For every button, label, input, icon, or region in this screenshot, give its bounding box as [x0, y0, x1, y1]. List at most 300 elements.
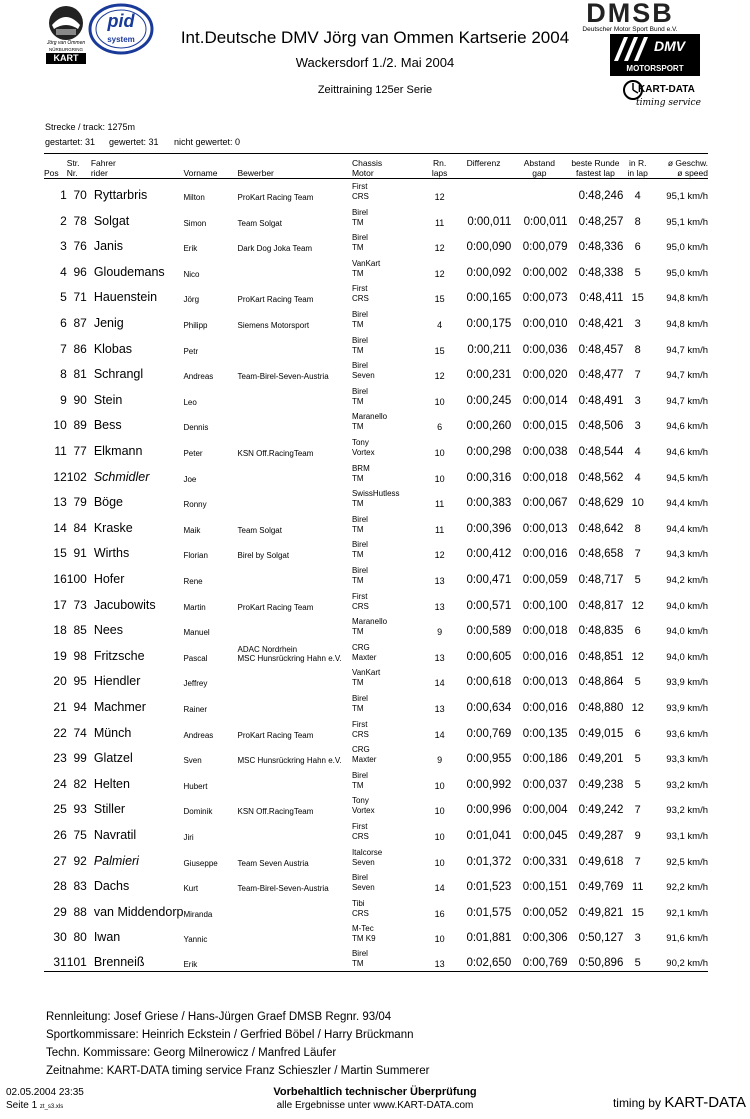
cell-speed: 93,1 km/h	[666, 830, 708, 842]
motor-name: CRS	[351, 294, 369, 304]
cell-diff: 0:00,996	[466, 804, 512, 817]
cell-entrant: Birel by Solgat	[237, 551, 290, 561]
cell-entrant: ProKart Racing Team	[237, 295, 314, 305]
cell-chassis	[352, 793, 423, 819]
cell-nr: 93	[73, 802, 87, 817]
cell-entrant	[238, 690, 352, 716]
chassis-name: Birel	[351, 770, 368, 780]
chassis-name: Birel	[351, 361, 368, 371]
cell-nr: 80	[73, 930, 87, 945]
cell-inlap: 7	[634, 369, 641, 382]
cell-gap: 0:00,045	[522, 829, 568, 842]
cell-nr: 71	[73, 290, 87, 305]
cell-first: Ronny	[183, 500, 207, 510]
cell-speed: 90,2 km/h	[652, 946, 708, 972]
cell-entrant	[238, 562, 352, 588]
cell-entrant	[238, 332, 352, 358]
cell-nr: 81	[73, 367, 87, 382]
cell-entrant	[238, 639, 352, 665]
cell-best: 0:49,287	[578, 829, 624, 842]
cell-pos: 31	[44, 946, 67, 972]
cell-gap: 0:00,010	[522, 318, 568, 331]
cell-rider: Gloudemans	[93, 264, 165, 279]
cell-pos: 15	[53, 546, 67, 561]
motor-name: CRS	[351, 908, 369, 918]
cell-nr: 99	[73, 751, 87, 766]
cell-inlap: 8	[634, 522, 641, 535]
col-best-lap: beste Runde fastest lap	[568, 154, 624, 179]
table-row	[44, 562, 708, 588]
cell-inlap: 15	[631, 906, 644, 919]
table-row	[44, 434, 708, 460]
cell-first: Yannic	[183, 935, 208, 945]
cell-entrant	[238, 665, 352, 691]
technical-commissioners: Techn. Kommissare: Georg Milnerowicz / Manfred Läufer	[46, 1047, 337, 1059]
cell-speed: 95,1 km/h	[666, 191, 708, 203]
cell-diff: 0:01,041	[466, 829, 512, 842]
cell-laps: 10	[434, 806, 445, 817]
cell-best: 0:48,642	[578, 522, 624, 535]
cell-gap: 0:00,016	[522, 548, 568, 561]
table-row	[44, 639, 708, 665]
cell-diff: 0:00,211	[467, 343, 512, 356]
cell-speed: 94,2 km/h	[666, 575, 708, 586]
cell-chassis	[352, 562, 423, 588]
cell-pos: 18	[53, 623, 67, 638]
cell-gap: 0:00,018	[522, 625, 568, 638]
cell-chassis	[352, 511, 423, 537]
kart-logo-bottom-text: KART	[46, 53, 86, 64]
chassis-name: VanKart	[351, 668, 381, 678]
cell-speed: 91,6 km/h	[666, 933, 708, 945]
cell-entrant	[238, 486, 352, 512]
cell-laps: 11	[434, 217, 445, 228]
cell-diff: 0:01,575	[466, 906, 512, 919]
table-row	[44, 818, 708, 844]
motor-name: TM	[351, 550, 364, 560]
cell-chassis	[352, 690, 423, 716]
cell-diff: 0:00,769	[466, 727, 512, 740]
cell-pos: 22	[53, 725, 67, 740]
chassis-name: Birel	[351, 386, 368, 396]
cell-pos: 2	[60, 213, 67, 228]
chassis-name: Tony	[351, 796, 369, 806]
cell-laps: 14	[434, 729, 445, 740]
cell-rider: Klobas	[93, 341, 133, 356]
cell-inlap: 7	[634, 804, 641, 817]
table-row	[44, 665, 708, 691]
dmsb-logo-text: DMSB	[586, 0, 674, 28]
cell-nr: 70	[73, 188, 87, 203]
cell-diff: 0:00,092	[466, 266, 512, 279]
cell-rider: Münch	[93, 725, 132, 740]
motor-name: Maxter	[351, 755, 377, 765]
col-laps: Rn. laps	[423, 154, 455, 179]
cell-speed: 95,0 km/h	[666, 267, 708, 279]
cell-gap: 0:00,018	[522, 471, 568, 484]
cell-nr: 83	[73, 879, 87, 894]
cell-chassis	[352, 204, 423, 230]
cell-inlap: 4	[634, 471, 641, 484]
cell-chassis	[352, 895, 423, 921]
kart-logo-mid-text: NÜRBURGRING	[48, 47, 83, 52]
cell-best: 0:48,477	[578, 369, 624, 382]
cell-chassis	[352, 306, 423, 332]
table-row	[44, 921, 708, 947]
cell-pos: 21	[53, 699, 67, 714]
cell-diff: 0:00,165	[466, 292, 512, 305]
cell-pos: 7	[60, 341, 67, 356]
cell-rider: Nees	[93, 623, 123, 638]
motor-name: TM	[351, 473, 364, 483]
chassis-name: Birel	[351, 566, 368, 575]
cell-first: Pascal	[183, 653, 208, 663]
cell-nr: 76	[73, 239, 87, 254]
cell-speed: 92,2 km/h	[666, 882, 708, 894]
cell-best: 0:48,257	[578, 215, 624, 228]
cell-diff: 0:00,396	[466, 522, 512, 535]
cell-inlap: 15	[631, 292, 644, 305]
cell-chassis	[352, 230, 423, 256]
cell-gap: 0:00,020	[522, 369, 568, 382]
cell-chassis	[352, 767, 423, 793]
cell-best: 0:48,411	[579, 292, 624, 305]
kart-data-logo-text: KART-DATA	[638, 84, 695, 95]
cell-gap	[511, 179, 567, 205]
table-row	[44, 588, 708, 614]
cell-speed: 94,0 km/h	[666, 600, 708, 612]
cell-pos: 17	[53, 597, 67, 612]
cell-best: 0:49,238	[578, 778, 624, 791]
chassis-name: Birel	[351, 207, 368, 217]
entrant-line-1: ADAC Nordrhein	[237, 644, 298, 654]
motor-name: TM	[351, 499, 364, 509]
cell-first: Jeffrey	[183, 679, 208, 689]
cell-pos: 9	[60, 392, 67, 407]
motor-name: TM	[351, 703, 364, 713]
cell-best: 0:48,506	[578, 420, 624, 433]
cell-best: 0:48,864	[578, 676, 624, 689]
cell-first: Maik	[183, 525, 201, 535]
cell-best: 0:48,491	[578, 394, 624, 407]
cell-rider: Palmieri	[93, 853, 139, 868]
cell-best: 0:50,896	[568, 946, 624, 972]
cell-first: Manuel	[183, 628, 210, 638]
chassis-name: First	[351, 591, 368, 601]
cell-laps: 13	[434, 703, 445, 714]
cell-speed: 94,6 km/h	[666, 421, 708, 433]
cell-speed: 92,5 km/h	[666, 856, 708, 868]
table-row	[44, 870, 708, 896]
cell-inlap: 3	[634, 932, 641, 945]
results-body	[44, 179, 708, 972]
cell-gap: 0:00,135	[522, 727, 568, 740]
cell-entrant: Team Solgat	[237, 525, 282, 535]
motor-name: TM	[351, 320, 364, 330]
cell-diff: 0:00,471	[466, 574, 512, 586]
cell-speed: 93,9 km/h	[666, 677, 708, 689]
race-direction: Rennleitung: Josef Griese / Hans-Jürgen Graef DMSB Regnr. 93/04	[46, 1011, 392, 1023]
cell-diff: 0:00,618	[466, 676, 512, 689]
cell-laps: 11	[434, 499, 445, 510]
table-row	[44, 306, 708, 332]
cell-best: 0:48,336	[578, 241, 624, 254]
cell-inlap: 7	[634, 548, 641, 561]
cell-rider: Elkmann	[93, 444, 143, 459]
cell-best: 0:49,242	[578, 804, 624, 817]
cell-nr: 85	[73, 623, 87, 638]
col-speed: ø Geschw. ø speed	[652, 154, 708, 179]
cell-nr: 95	[73, 674, 87, 689]
cell-first: Petr	[183, 346, 199, 356]
cell-speed: 93,3 km/h	[666, 754, 708, 766]
cell-laps: 4	[437, 320, 443, 331]
cell-diff: 0:00,571	[466, 599, 512, 612]
cell-chassis	[352, 665, 423, 691]
cell-entrant: Team-Birel-Seven-Austria	[237, 372, 329, 382]
cell-pos: 16	[53, 572, 67, 586]
chassis-name: First	[351, 821, 368, 831]
table-row	[44, 179, 708, 205]
cell-nr: 102	[66, 469, 87, 484]
file-name: zt_s3.xls	[39, 1104, 64, 1110]
cell-entrant: Team Seven Austria	[237, 858, 309, 868]
cell-laps: 13	[434, 576, 445, 586]
cell-diff: 0:01,523	[466, 881, 512, 894]
cell-inlap: 5	[634, 574, 641, 586]
cell-gap: 0:00,037	[522, 778, 568, 791]
table-row	[44, 383, 708, 409]
motor-name: TM	[351, 243, 364, 253]
print-datetime: 02.05.2004 23:35	[6, 1087, 84, 1098]
cell-nr: 100	[66, 572, 87, 586]
cell-pos: 5	[60, 290, 67, 305]
cell-inlap: 12	[631, 701, 644, 714]
col-nr: Str. Nr.	[67, 154, 91, 179]
cell-first: Joe	[183, 474, 197, 484]
cell-laps: 11	[434, 524, 445, 535]
cell-laps: 10	[434, 448, 445, 459]
cell-first: Florian	[183, 551, 208, 561]
cell-best: 0:48,246	[578, 190, 624, 203]
cell-chassis	[352, 434, 423, 460]
cell-speed: 92,1 km/h	[666, 907, 708, 919]
cell-rider: Schrangl	[93, 367, 144, 382]
cell-laps: 12	[434, 192, 445, 203]
cell-pos: 19	[53, 648, 67, 663]
cell-first: Rene	[183, 577, 203, 586]
cell-laps: 10	[434, 473, 445, 484]
table-row	[44, 614, 708, 640]
col-in-lap: in R. in lap	[623, 154, 652, 179]
cell-rider: Böge	[93, 495, 124, 510]
cell-first: Peter	[183, 449, 203, 459]
cell-entrant: KSN Off.RacingTeam	[237, 807, 314, 817]
cell-best: 0:48,851	[578, 650, 624, 663]
cell-diff: 0:01,881	[466, 932, 512, 945]
not-classified-count: nicht gewertet: 0	[174, 137, 241, 147]
cell-entrant: ProKart Racing Team	[237, 193, 314, 203]
cell-speed: 93,9 km/h	[666, 702, 708, 714]
cell-entrant	[238, 383, 352, 409]
cell-speed: 94,0 km/h	[666, 651, 708, 663]
cell-entrant: ProKart Racing Team	[237, 730, 314, 740]
system-logo-top-text: pid	[107, 11, 135, 31]
table-row	[44, 690, 708, 716]
cell-entrant	[238, 895, 352, 921]
cell-pos: 25	[53, 802, 67, 817]
cell-entrant	[238, 921, 352, 947]
cell-pos: 8	[60, 367, 67, 382]
cell-gap: 0:00,016	[522, 650, 568, 663]
cell-rider: Kraske	[93, 520, 133, 535]
started-count: gestartet: 31	[45, 137, 96, 147]
cell-gap: 0:00,100	[522, 599, 568, 612]
cell-entrant	[238, 460, 352, 486]
cell-first: Philipp	[183, 321, 208, 331]
cell-nr: 96	[73, 264, 87, 279]
cell-diff: 0:00,955	[466, 753, 512, 766]
chassis-name: CRG	[351, 745, 370, 755]
cell-laps: 15	[434, 294, 445, 305]
col-gap: Abstand gap	[511, 154, 567, 179]
cell-pos: 28	[53, 879, 67, 894]
cell-first: Nico	[183, 269, 200, 279]
cell-inlap: 3	[634, 318, 641, 331]
cell-chassis	[352, 818, 423, 844]
track-length: Strecke / track: 1275m	[45, 122, 136, 132]
motor-name: Seven	[351, 883, 375, 893]
cell-pos: 11	[54, 444, 67, 459]
cell-laps: 15	[434, 345, 445, 356]
cell-inlap: 4	[634, 190, 641, 203]
cell-gap: 0:00,013	[522, 522, 568, 535]
cell-gap: 0:00,073	[522, 292, 568, 305]
chassis-name: Maranello	[351, 412, 388, 422]
cell-nr: 98	[73, 648, 87, 663]
cell-speed: 94,3 km/h	[666, 549, 708, 561]
cell-chassis	[352, 946, 423, 972]
cell-speed: 94,7 km/h	[666, 395, 708, 407]
cell-entrant: KSN Off.RacingTeam	[237, 449, 314, 459]
cell-best: 0:48,544	[578, 446, 624, 459]
cell-inlap: 12	[631, 599, 644, 612]
table-row	[44, 230, 708, 256]
cell-nr: 73	[73, 597, 87, 612]
table-row	[44, 281, 708, 307]
chassis-name: VanKart	[351, 258, 381, 268]
cell-entrant	[238, 409, 352, 435]
cell-pos: 29	[53, 904, 67, 919]
results-url: alle Ergebnisse unter www.KART-DATA.com	[276, 1100, 474, 1111]
cell-entrant: Team-Birel-Seven-Austria	[237, 884, 329, 894]
table-row	[44, 793, 708, 819]
cell-first: Miranda	[183, 909, 213, 919]
cell-gap: 0:00,004	[522, 804, 568, 817]
cell-inlap: 6	[634, 727, 641, 740]
cell-speed: 94,5 km/h	[666, 472, 708, 484]
cell-chassis	[352, 716, 423, 742]
motor-name: TM K9	[351, 934, 376, 944]
cell-speed: 94,6 km/h	[666, 447, 708, 459]
cell-pos: 10	[53, 418, 67, 433]
cell-rider: Stein	[93, 392, 123, 407]
cell-speed: 94,7 km/h	[666, 344, 708, 356]
cell-rider: Fritzsche	[93, 648, 145, 663]
cell-best: 0:49,821	[578, 906, 624, 919]
cell-first: Jörg	[183, 295, 200, 305]
cell-chassis	[352, 358, 423, 384]
cell-inlap: 5	[634, 778, 641, 791]
chassis-name: Birel	[351, 949, 368, 959]
cell-chassis	[352, 870, 423, 896]
cell-gap: 0:00,331	[522, 855, 568, 868]
col-rider: Fahrer rider	[91, 154, 184, 179]
cell-diff: 0:01,372	[466, 855, 512, 868]
chassis-name: M-Tec	[351, 924, 374, 934]
cell-first: Andreas	[183, 372, 214, 382]
cell-first: Martin	[183, 602, 206, 612]
cell-first: Dominik	[183, 807, 213, 817]
chassis-name: Birel	[351, 540, 368, 550]
cell-diff: 0:00,090	[466, 241, 512, 254]
cell-gap: 0:00,052	[522, 906, 568, 919]
cell-diff: 0:00,634	[466, 701, 512, 714]
cell-nr: 84	[73, 520, 87, 535]
cell-speed: 93,2 km/h	[666, 779, 708, 791]
cell-inlap: 12	[631, 650, 644, 663]
cell-inlap: 8	[634, 343, 641, 356]
cell-diff: 0:00,383	[466, 497, 512, 510]
cell-gap: 0:00,079	[522, 241, 568, 254]
cell-laps: 13	[434, 652, 445, 663]
table-row	[44, 742, 708, 768]
cell-best: 0:50,127	[578, 932, 624, 945]
table-row	[44, 511, 708, 537]
col-pos: Pos	[44, 154, 67, 179]
cell-speed: 94,7 km/h	[666, 370, 708, 382]
timing-credit: timing by KART-DATA	[612, 1094, 746, 1111]
cell-gap: 0:00,769	[511, 946, 567, 972]
cell-pos: 27	[53, 853, 67, 868]
cell-laps: 10	[434, 396, 445, 407]
kart-logo-top-text: Jörg van Ommen	[46, 40, 86, 46]
chassis-name: Maranello	[351, 617, 388, 627]
cell-chassis	[352, 332, 423, 358]
cell-laps: 12	[434, 550, 445, 561]
cell-inlap: 5	[623, 946, 652, 972]
cell-nr: 88	[73, 904, 87, 919]
motor-name: TM	[351, 780, 364, 790]
cell-laps: 13	[434, 601, 445, 612]
cell-laps: 9	[437, 755, 443, 766]
page-number: Seite 1 zt_s3.xls	[6, 1100, 64, 1111]
session-name: Zeittraining 125er Serie	[317, 84, 433, 96]
cell-rider: Janis	[93, 239, 123, 254]
chassis-name: First	[351, 719, 368, 729]
chassis-name: Birel	[351, 233, 368, 243]
cell-nr: 74	[73, 725, 87, 740]
cell-inlap: 6	[634, 625, 641, 638]
cell-best: 0:49,015	[578, 727, 624, 740]
cell-nr: 101	[67, 946, 91, 972]
cell-rider: Ryttarbris	[93, 188, 148, 203]
disclaimer: Vorbehaltlich technischer Überprüfung	[273, 1086, 477, 1098]
cell-first: Dennis	[183, 423, 209, 433]
cell-pos: 12	[53, 469, 67, 484]
cell-pos: 1	[60, 188, 67, 203]
cell-nr: 75	[73, 827, 87, 842]
